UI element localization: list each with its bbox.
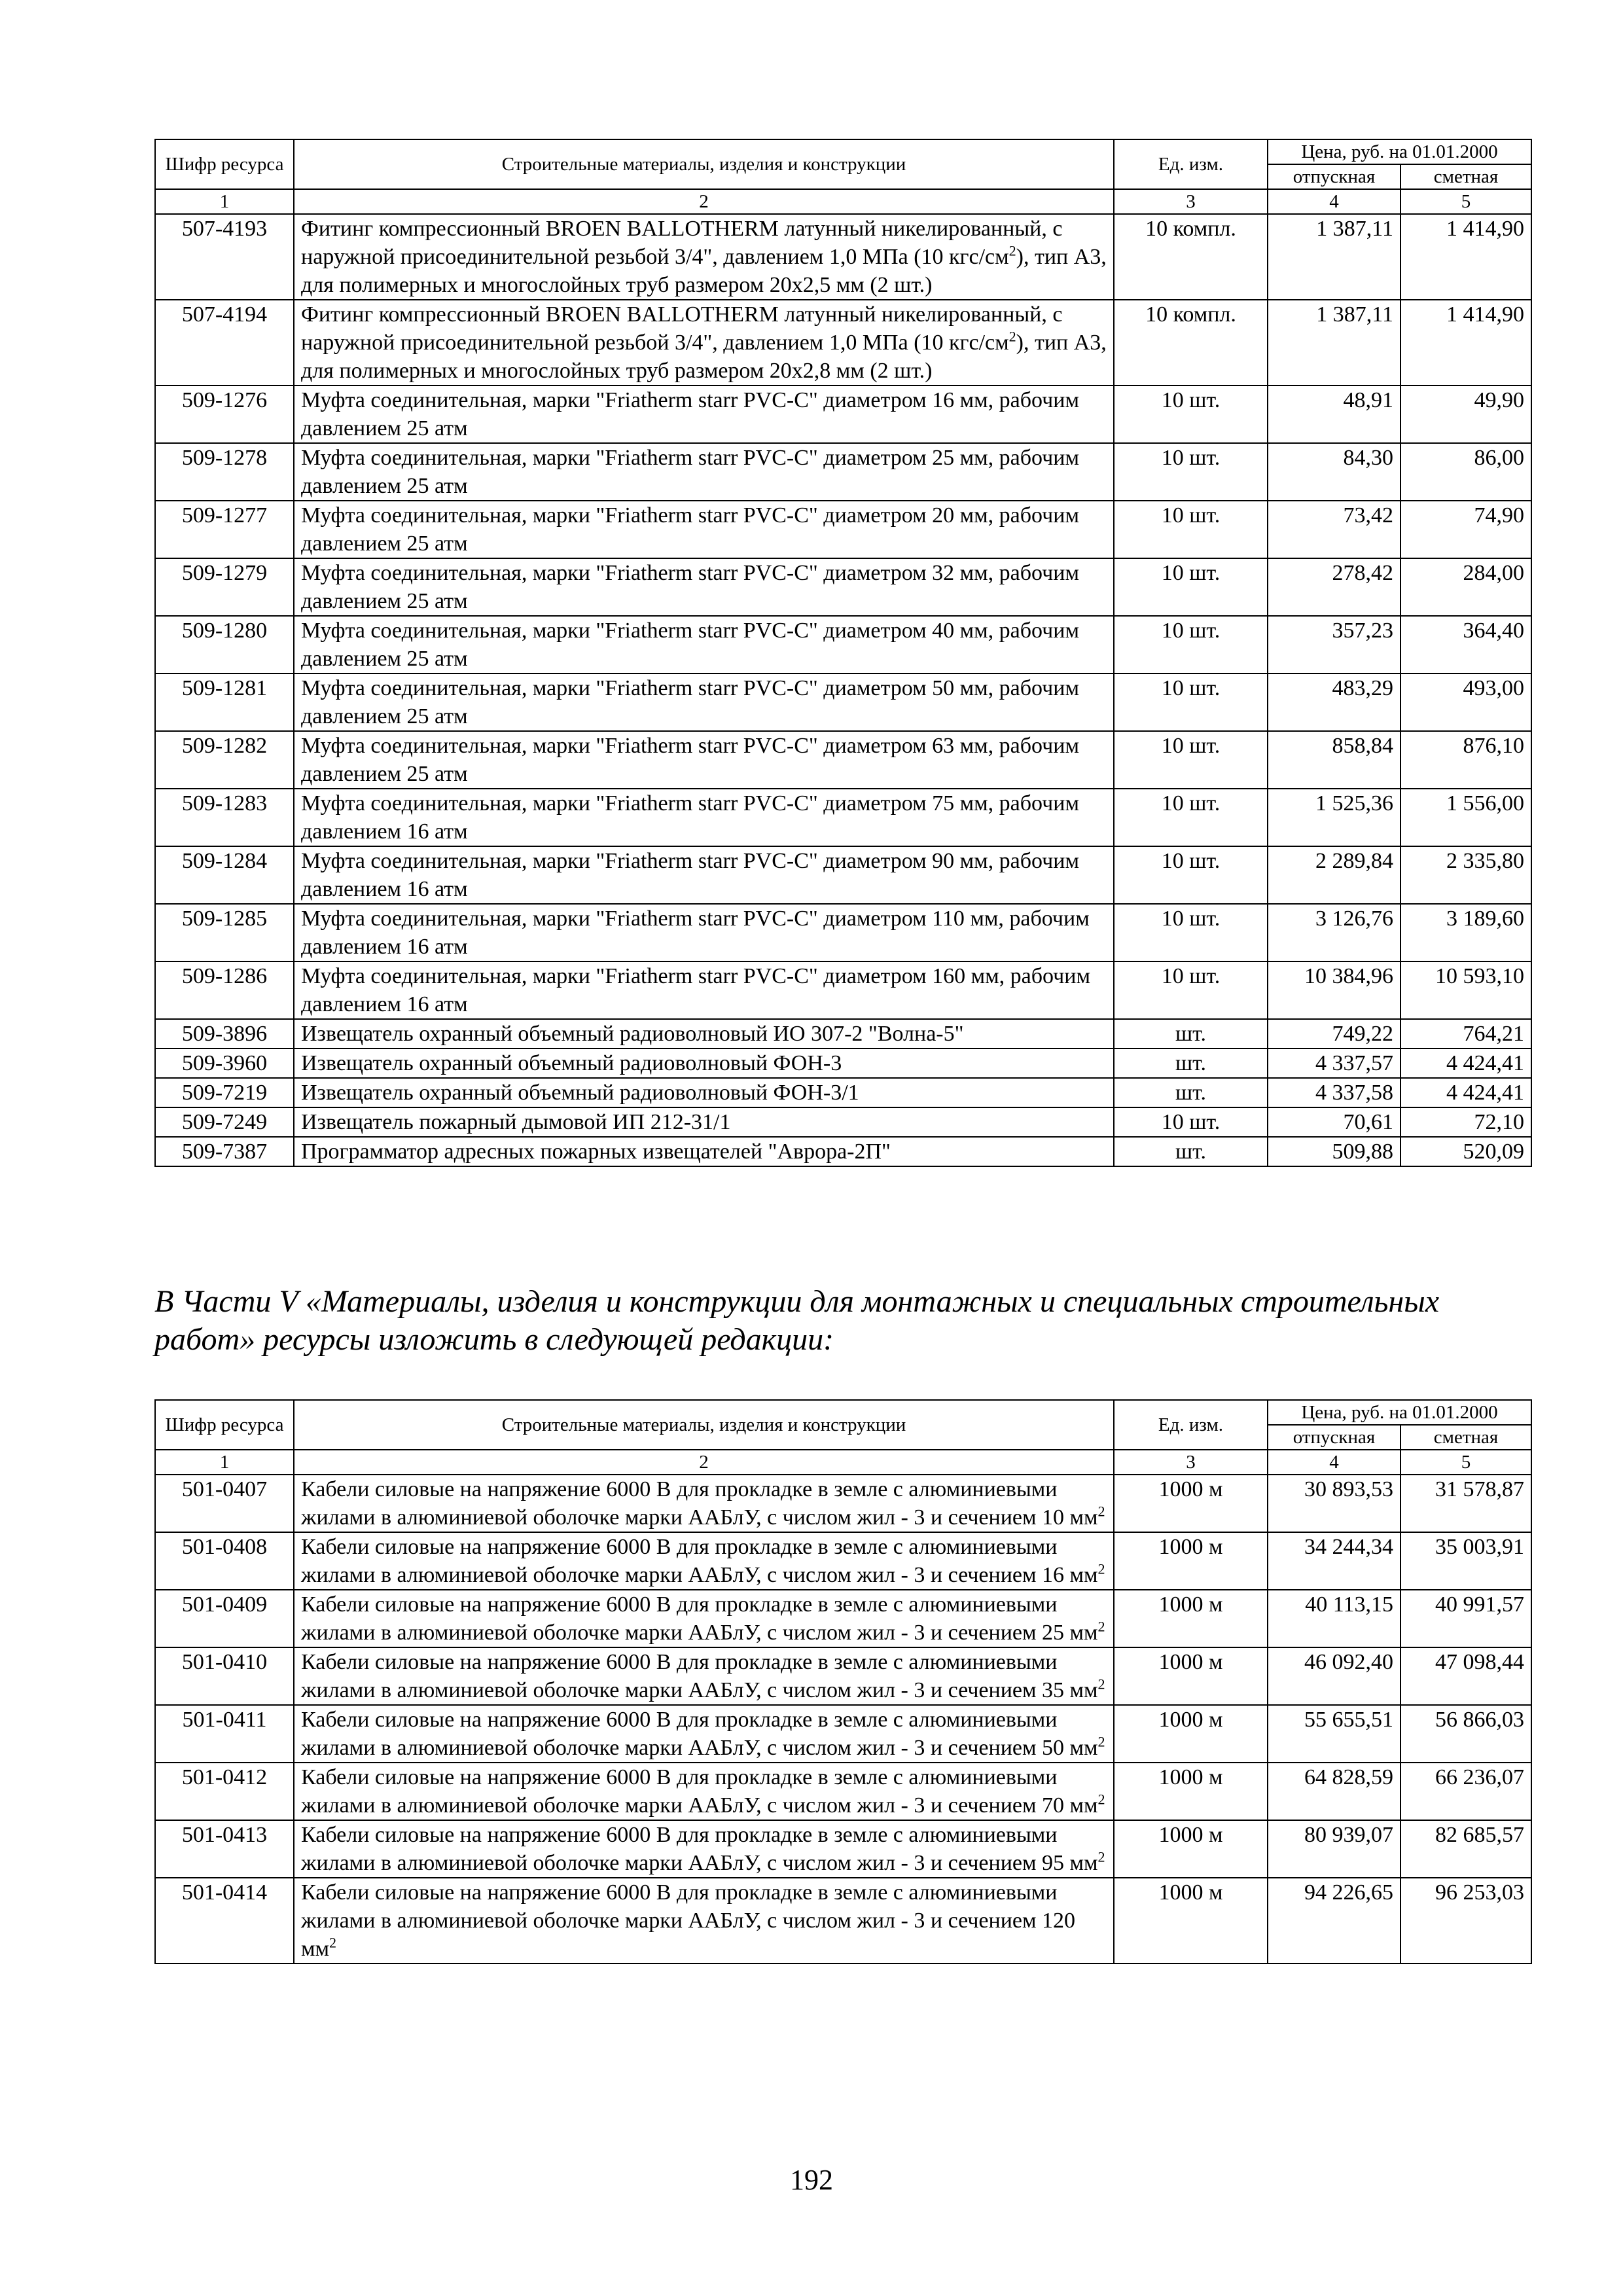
release-price: 509,88 xyxy=(1268,1137,1400,1166)
estimate-price: 82 685,57 xyxy=(1400,1820,1531,1878)
release-price: 80 939,07 xyxy=(1268,1820,1400,1878)
release-price: 40 113,15 xyxy=(1268,1590,1400,1647)
resource-code: 509-7387 xyxy=(155,1137,294,1166)
release-price: 55 655,51 xyxy=(1268,1705,1400,1763)
resource-description: Фитинг компрессионный BROEN BALLOTHERM латунный никелированный, с наружной присоединительной резьбой 3/4", давлением 1,0 МПа (10 кгс/$см^2$), тип А3, для полимерных и многослойных труб размером 20х2,8 мм (2 шт.) xyxy=(294,300,1114,386)
resource-code: 507-4193 xyxy=(155,214,294,300)
estimate-price: 520,09 xyxy=(1400,1137,1531,1166)
unit-of-measure: 10 шт. xyxy=(1114,731,1268,789)
table-2-body xyxy=(155,1475,1531,1964)
release-price: 1 525,36 xyxy=(1268,789,1400,846)
unit-of-measure: шт. xyxy=(1114,1049,1268,1078)
release-price: 4 337,57 xyxy=(1268,1049,1400,1078)
resource-code: 501-0408 xyxy=(155,1532,294,1590)
resource-description: Кабели силовые на напряжение 6000 В для прокладке в земле с алюминиевыми жилами в алюминиевой оболочке марки ААБлУ, с числом жил - 3 и сечением 120 $мм^2$ xyxy=(294,1878,1114,1964)
header-estimate: сметная xyxy=(1400,164,1531,189)
header-name: Строительные материалы, изделия и конструкции xyxy=(294,139,1114,189)
resource-code: 509-3960 xyxy=(155,1049,294,1078)
estimate-price: 2 335,80 xyxy=(1400,846,1531,904)
header-price: Цена, руб. на 01.01.2000 xyxy=(1268,1400,1531,1425)
resource-code: 501-0411 xyxy=(155,1705,294,1763)
unit-of-measure: 1000 м xyxy=(1114,1475,1268,1532)
unit-of-measure: 10 шт. xyxy=(1114,386,1268,443)
resource-description: Муфта соединительная, марки "Friatherm starr PVC-C" диаметром 20 мм, рабочим давлением 25 атм xyxy=(294,501,1114,558)
column-number: 3 xyxy=(1114,189,1268,214)
resource-code: 507-4194 xyxy=(155,300,294,386)
header-unit: Ед. изм. xyxy=(1114,1400,1268,1450)
estimate-price: 56 866,03 xyxy=(1400,1705,1531,1763)
column-number: 1 xyxy=(155,189,294,214)
resource-code: 509-1282 xyxy=(155,731,294,789)
table-row xyxy=(155,1475,1531,1532)
resource-description: Кабели силовые на напряжение 6000 В для прокладке в земле с алюминиевыми жилами в алюминиевой оболочке марки ААБлУ, с числом жил - 3 и сечением 25 $мм^2$ xyxy=(294,1590,1114,1647)
estimate-price: 876,10 xyxy=(1400,731,1531,789)
resource-code: 509-7219 xyxy=(155,1078,294,1107)
resource-description: Муфта соединительная, марки "Friatherm starr PVC-C" диаметром 50 мм, рабочим давлением 25 атм xyxy=(294,673,1114,731)
table-row xyxy=(155,846,1531,904)
column-number: 5 xyxy=(1400,1450,1531,1475)
release-price: 30 893,53 xyxy=(1268,1475,1400,1532)
resource-code: 509-1278 xyxy=(155,443,294,501)
header-name: Строительные материалы, изделия и конструкции xyxy=(294,1400,1114,1450)
release-price: 1 387,11 xyxy=(1268,214,1400,300)
unit-of-measure: 10 шт. xyxy=(1114,846,1268,904)
table-row xyxy=(155,673,1531,731)
header-release: отпускная xyxy=(1268,1425,1400,1450)
resource-code: 509-3896 xyxy=(155,1019,294,1049)
column-number: 5 xyxy=(1400,189,1531,214)
release-price: 4 337,58 xyxy=(1268,1078,1400,1107)
resource-code: 509-1284 xyxy=(155,846,294,904)
release-price: 64 828,59 xyxy=(1268,1763,1400,1820)
estimate-price: 49,90 xyxy=(1400,386,1531,443)
unit-of-measure: шт. xyxy=(1114,1019,1268,1049)
release-price: 1 387,11 xyxy=(1268,300,1400,386)
unit-of-measure: 1000 м xyxy=(1114,1590,1268,1647)
resource-description: Муфта соединительная, марки "Friatherm starr PVC-C" диаметром 16 мм, рабочим давлением 25 атм xyxy=(294,386,1114,443)
estimate-price: 4 424,41 xyxy=(1400,1049,1531,1078)
resource-code: 509-1285 xyxy=(155,904,294,961)
header-unit: Ед. изм. xyxy=(1114,139,1268,189)
table-row xyxy=(155,616,1531,673)
resource-code: 501-0414 xyxy=(155,1878,294,1964)
release-price: 2 289,84 xyxy=(1268,846,1400,904)
column-number: 4 xyxy=(1268,189,1400,214)
header-release: отпускная xyxy=(1268,164,1400,189)
estimate-price: 1 556,00 xyxy=(1400,789,1531,846)
unit-of-measure: 10 шт. xyxy=(1114,558,1268,616)
release-price: 483,29 xyxy=(1268,673,1400,731)
estimate-price: 72,10 xyxy=(1400,1107,1531,1137)
estimate-price: 47 098,44 xyxy=(1400,1647,1531,1705)
page-number: 192 xyxy=(790,2164,833,2196)
table-row xyxy=(155,1078,1531,1107)
unit-of-measure: 1000 м xyxy=(1114,1532,1268,1590)
release-price: 10 384,96 xyxy=(1268,961,1400,1019)
table-row xyxy=(155,1820,1531,1878)
unit-of-measure: 10 шт. xyxy=(1114,501,1268,558)
resource-code: 501-0413 xyxy=(155,1820,294,1878)
table-row xyxy=(155,789,1531,846)
column-number: 1 xyxy=(155,1450,294,1475)
section-heading: В Части V «Материалы, изделия и конструкции для монтажных и специальных строительных работ» ресурсы изложить в следующей редакции: xyxy=(154,1284,1440,1357)
unit-of-measure: 10 шт. xyxy=(1114,443,1268,501)
resource-code: 509-1276 xyxy=(155,386,294,443)
resource-code: 509-1280 xyxy=(155,616,294,673)
release-price: 858,84 xyxy=(1268,731,1400,789)
estimate-price: 10 593,10 xyxy=(1400,961,1531,1019)
resource-description: Фитинг компрессионный BROEN BALLOTHERM латунный никелированный, с наружной присоединительной резьбой 3/4", давлением 1,0 МПа (10 кгс/$см^2$), тип А3, для полимерных и многослойных труб размером 20х2,5 мм (2 шт.) xyxy=(294,214,1114,300)
resource-description: Извещатель пожарный дымовой ИП 212-31/1 xyxy=(294,1107,1114,1137)
resource-description: Муфта соединительная, марки "Friatherm starr PVC-C" диаметром 32 мм, рабочим давлением 25 атм xyxy=(294,558,1114,616)
table-row xyxy=(155,731,1531,789)
table-row xyxy=(155,558,1531,616)
resource-description: Кабели силовые на напряжение 6000 В для прокладке в земле с алюминиевыми жилами в алюминиевой оболочке марки ААБлУ, с числом жил - 3 и сечением 16 $мм^2$ xyxy=(294,1532,1114,1590)
release-price: 73,42 xyxy=(1268,501,1400,558)
release-price: 48,91 xyxy=(1268,386,1400,443)
table-row xyxy=(155,1705,1531,1763)
resource-description: Кабели силовые на напряжение 6000 В для прокладке в земле с алюминиевыми жилами в алюминиевой оболочке марки ААБлУ, с числом жил - 3 и сечением 10 $мм^2$ xyxy=(294,1475,1114,1532)
release-price: 34 244,34 xyxy=(1268,1532,1400,1590)
unit-of-measure: 1000 м xyxy=(1114,1647,1268,1705)
table-row xyxy=(155,1019,1531,1049)
header-code: Шифр ресурса xyxy=(155,139,294,189)
estimate-price: 764,21 xyxy=(1400,1019,1531,1049)
unit-of-measure: 10 шт. xyxy=(1114,1107,1268,1137)
release-price: 749,22 xyxy=(1268,1019,1400,1049)
resource-code: 501-0410 xyxy=(155,1647,294,1705)
release-price: 278,42 xyxy=(1268,558,1400,616)
release-price: 3 126,76 xyxy=(1268,904,1400,961)
resource-code: 501-0409 xyxy=(155,1590,294,1647)
table-row xyxy=(155,1647,1531,1705)
resource-description: Муфта соединительная, марки "Friatherm starr PVC-C" диаметром 25 мм, рабочим давлением 25 атм xyxy=(294,443,1114,501)
resource-description: Программатор адресных пожарных извещателей "Аврора-2П" xyxy=(294,1137,1114,1166)
resource-description: Муфта соединительная, марки "Friatherm starr PVC-C" диаметром 40 мм, рабочим давлением 25 атм xyxy=(294,616,1114,673)
resource-description: Муфта соединительная, марки "Friatherm starr PVC-C" диаметром 90 мм, рабочим давлением 16 атм xyxy=(294,846,1114,904)
resource-description: Кабели силовые на напряжение 6000 В для прокладке в земле с алюминиевыми жилами в алюминиевой оболочке марки ААБлУ, с числом жил - 3 и сечением 95 $мм^2$ xyxy=(294,1820,1114,1878)
estimate-price: 1 414,90 xyxy=(1400,300,1531,386)
resource-code: 509-1286 xyxy=(155,961,294,1019)
estimate-price: 86,00 xyxy=(1400,443,1531,501)
resource-code: 509-7249 xyxy=(155,1107,294,1137)
table-row xyxy=(155,1107,1531,1137)
resource-description: Муфта соединительная, марки "Friatherm starr PVC-C" диаметром 75 мм, рабочим давлением 16 атм xyxy=(294,789,1114,846)
unit-of-measure: 10 шт. xyxy=(1114,904,1268,961)
column-number: 2 xyxy=(294,1450,1114,1475)
table-row xyxy=(155,1763,1531,1820)
table-row xyxy=(155,214,1531,300)
unit-of-measure: 10 шт. xyxy=(1114,961,1268,1019)
unit-of-measure: шт. xyxy=(1114,1137,1268,1166)
estimate-price: 74,90 xyxy=(1400,501,1531,558)
resource-code: 501-0412 xyxy=(155,1763,294,1820)
unit-of-measure: 1000 м xyxy=(1114,1820,1268,1878)
header-code: Шифр ресурса xyxy=(155,1400,294,1450)
estimate-price: 31 578,87 xyxy=(1400,1475,1531,1532)
estimate-price: 40 991,57 xyxy=(1400,1590,1531,1647)
table-row xyxy=(155,300,1531,386)
estimate-price: 4 424,41 xyxy=(1400,1078,1531,1107)
resources-table-2 xyxy=(154,1399,1532,1964)
estimate-price: 493,00 xyxy=(1400,673,1531,731)
resource-code: 509-1279 xyxy=(155,558,294,616)
resource-code: 509-1281 xyxy=(155,673,294,731)
table-row xyxy=(155,1049,1531,1078)
resource-description: Муфта соединительная, марки "Friatherm starr PVC-C" диаметром 63 мм, рабочим давлением 25 атм xyxy=(294,731,1114,789)
table-row xyxy=(155,961,1531,1019)
table-row xyxy=(155,1878,1531,1964)
resource-code: 509-1283 xyxy=(155,789,294,846)
unit-of-measure: 10 шт. xyxy=(1114,789,1268,846)
table-1-body xyxy=(155,214,1531,1166)
table-row xyxy=(155,1590,1531,1647)
unit-of-measure: 10 шт. xyxy=(1114,616,1268,673)
estimate-price: 66 236,07 xyxy=(1400,1763,1531,1820)
resource-description: Муфта соединительная, марки "Friatherm starr PVC-C" диаметром 160 мм, рабочим давлением 16 атм xyxy=(294,961,1114,1019)
unit-of-measure: 10 компл. xyxy=(1114,300,1268,386)
resource-description: Кабели силовые на напряжение 6000 В для прокладке в земле с алюминиевыми жилами в алюминиевой оболочке марки ААБлУ, с числом жил - 3 и сечением 35 $мм^2$ xyxy=(294,1647,1114,1705)
estimate-price: 96 253,03 xyxy=(1400,1878,1531,1964)
estimate-price: 3 189,60 xyxy=(1400,904,1531,961)
resource-description: Извещатель охранный объемный радиоволновый ФОН-3/1 xyxy=(294,1078,1114,1107)
table-row xyxy=(155,1137,1531,1166)
unit-of-measure: 1000 м xyxy=(1114,1705,1268,1763)
table-row xyxy=(155,1532,1531,1590)
estimate-price: 364,40 xyxy=(1400,616,1531,673)
column-number: 3 xyxy=(1114,1450,1268,1475)
resource-code: 501-0407 xyxy=(155,1475,294,1532)
header-price: Цена, руб. на 01.01.2000 xyxy=(1268,139,1531,164)
estimate-price: 284,00 xyxy=(1400,558,1531,616)
unit-of-measure: 10 шт. xyxy=(1114,673,1268,731)
resources-table-1 xyxy=(154,139,1532,1167)
estimate-price: 1 414,90 xyxy=(1400,214,1531,300)
header-estimate: сметная xyxy=(1400,1425,1531,1450)
unit-of-measure: 10 компл. xyxy=(1114,214,1268,300)
estimate-price: 35 003,91 xyxy=(1400,1532,1531,1590)
table-row xyxy=(155,443,1531,501)
table-row xyxy=(155,904,1531,961)
column-number: 4 xyxy=(1268,1450,1400,1475)
unit-of-measure: 1000 м xyxy=(1114,1878,1268,1964)
release-price: 84,30 xyxy=(1268,443,1400,501)
resource-description: Кабели силовые на напряжение 6000 В для прокладке в земле с алюминиевыми жилами в алюминиевой оболочке марки ААБлУ, с числом жил - 3 и сечением 50 $мм^2$ xyxy=(294,1705,1114,1763)
release-price: 46 092,40 xyxy=(1268,1647,1400,1705)
column-number: 2 xyxy=(294,189,1114,214)
release-price: 357,23 xyxy=(1268,616,1400,673)
release-price: 94 226,65 xyxy=(1268,1878,1400,1964)
resource-description: Извещатель охранный объемный радиоволновый ФОН-3 xyxy=(294,1049,1114,1078)
resource-description: Извещатель охранный объемный радиоволновый ИО 307-2 "Волна-5" xyxy=(294,1019,1114,1049)
resource-description: Кабели силовые на напряжение 6000 В для прокладке в земле с алюминиевыми жилами в алюминиевой оболочке марки ААБлУ, с числом жил - 3 и сечением 70 $мм^2$ xyxy=(294,1763,1114,1820)
table-row xyxy=(155,501,1531,558)
resource-code: 509-1277 xyxy=(155,501,294,558)
release-price: 70,61 xyxy=(1268,1107,1400,1137)
unit-of-measure: шт. xyxy=(1114,1078,1268,1107)
table-row xyxy=(155,386,1531,443)
unit-of-measure: 1000 м xyxy=(1114,1763,1268,1820)
resource-description: Муфта соединительная, марки "Friatherm starr PVC-C" диаметром 110 мм, рабочим давлением 16 атм xyxy=(294,904,1114,961)
